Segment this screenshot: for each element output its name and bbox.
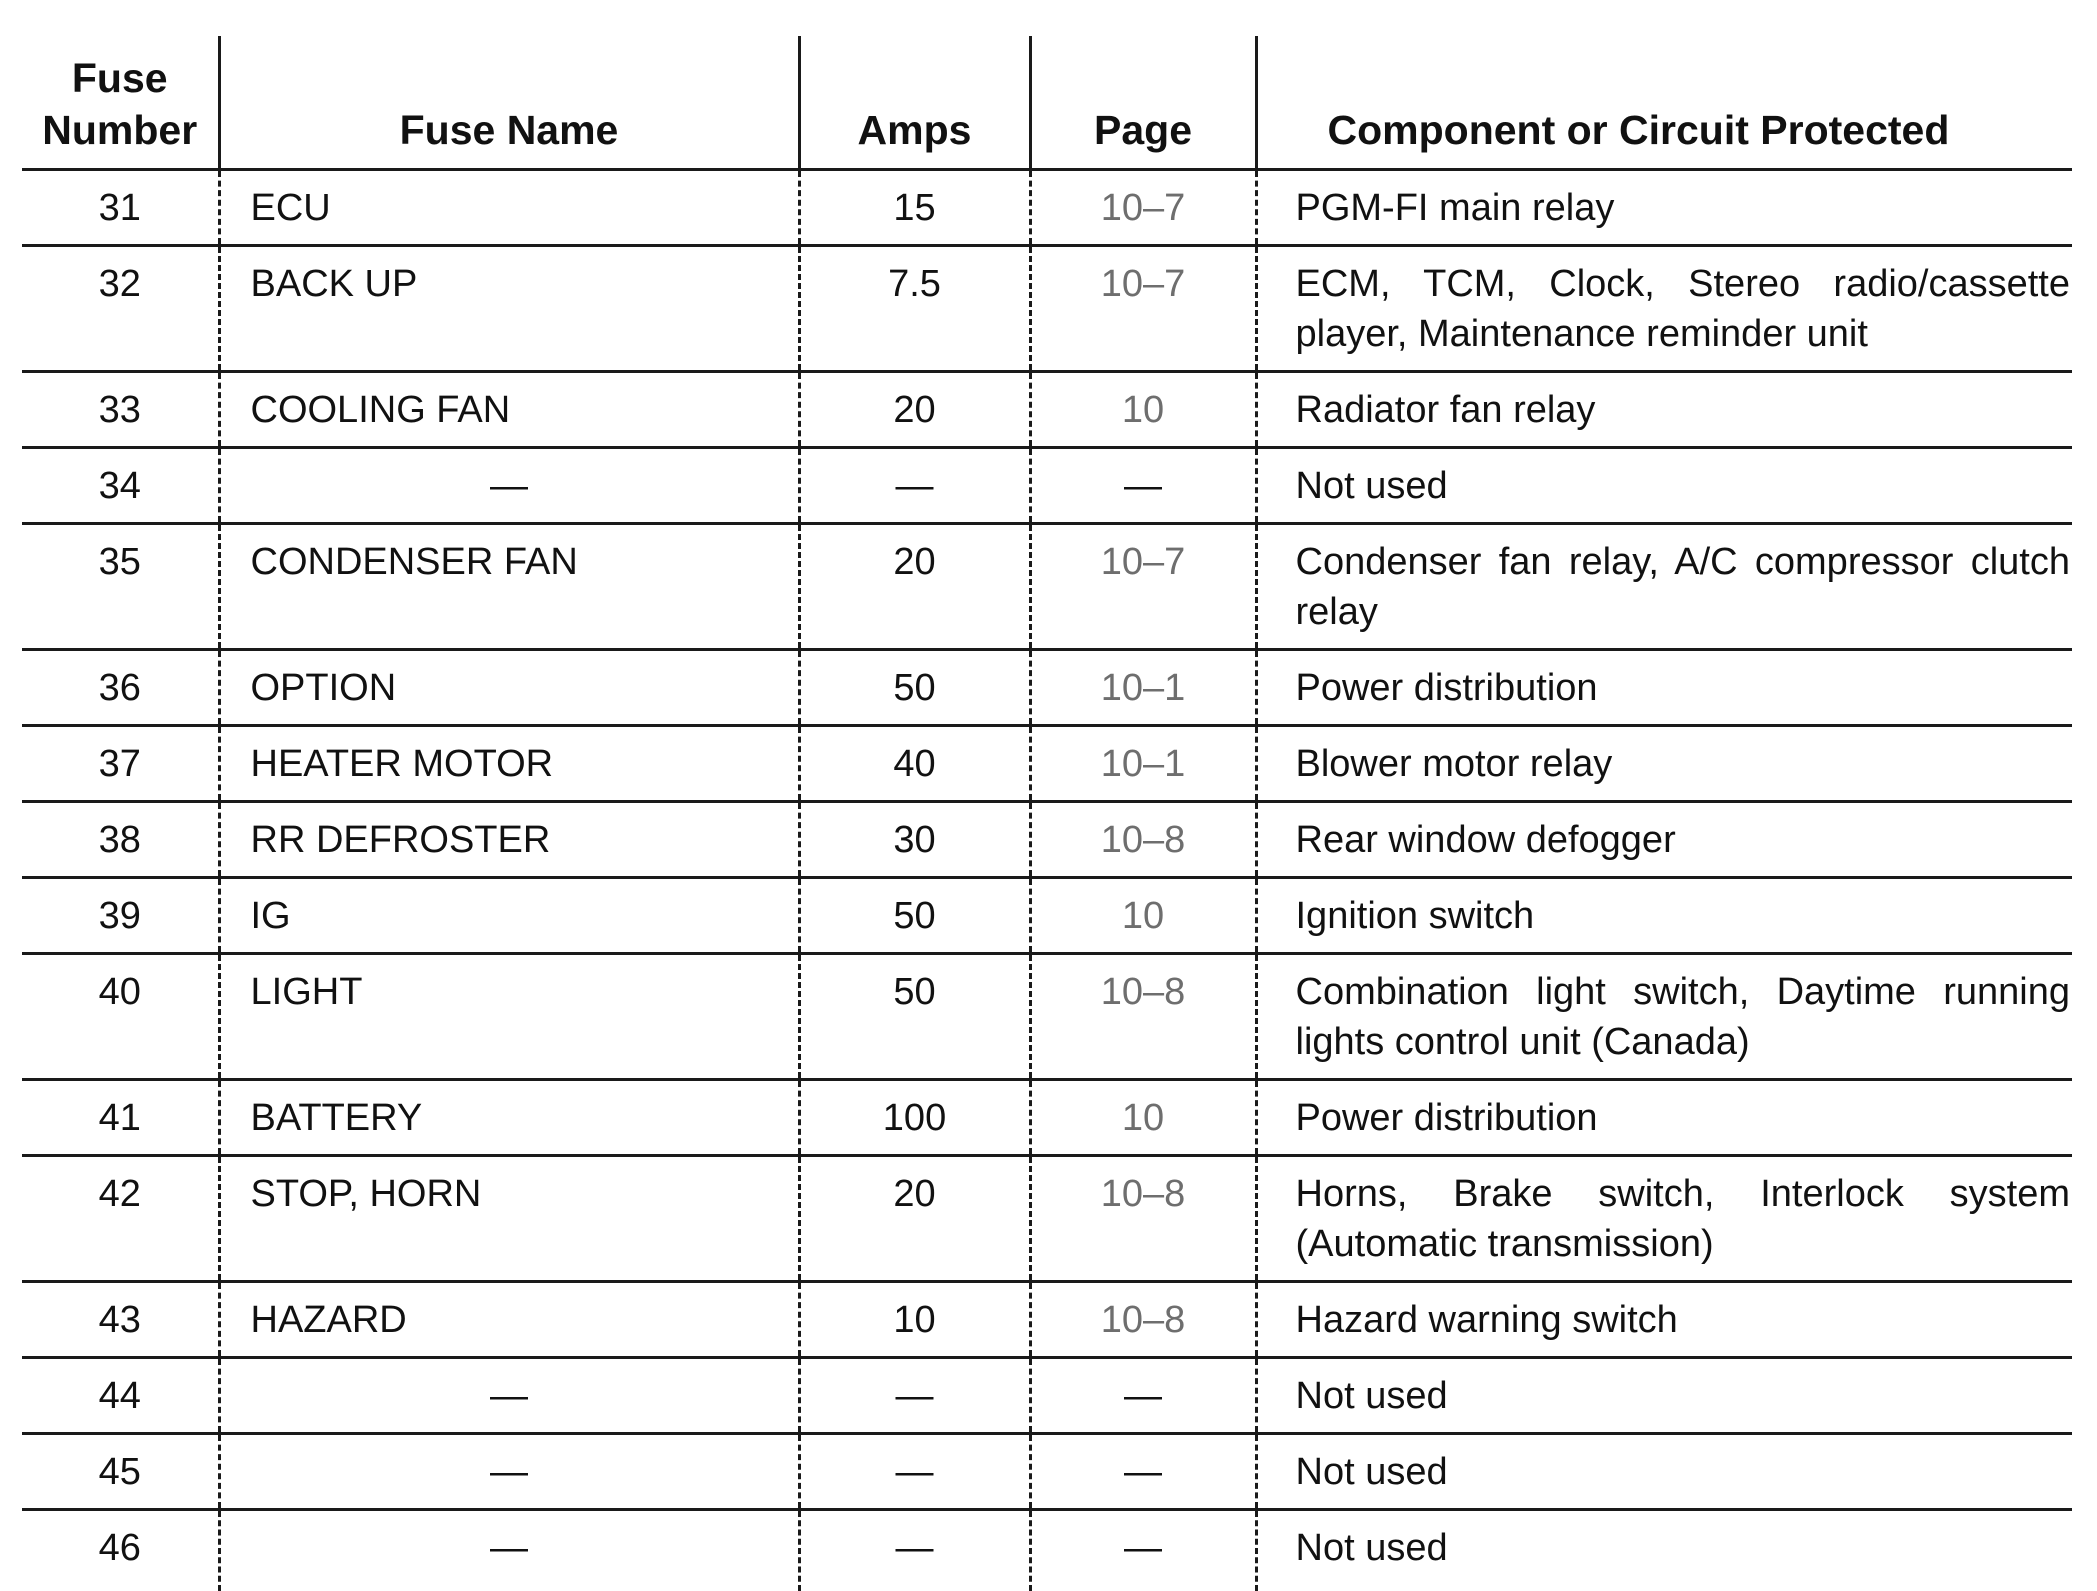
header-amps: Amps — [799, 36, 1030, 170]
fuse-number-cell: 46 — [22, 1510, 219, 1591]
table-header — [22, 36, 2072, 170]
amps-cell: 20 — [799, 524, 1030, 650]
component-cell: Horns, Brake switch, Interlock system (Automatic transmission) — [1256, 1156, 2072, 1282]
component-cell: ECM, TCM, Clock, Stereo radio/cassette player, Maintenance reminder unit — [1256, 246, 2072, 372]
fuse-number-cell: 37 — [22, 726, 219, 802]
page-cell: — — [1030, 1510, 1256, 1591]
table-row — [22, 1434, 2072, 1510]
header-fuse-number: Fuse Number — [22, 36, 219, 170]
fuse-number-cell: 39 — [22, 878, 219, 954]
fuse-number-cell: 32 — [22, 246, 219, 372]
table-row — [22, 802, 2072, 878]
fuse-name-cell: ECU — [219, 170, 799, 246]
amps-cell: 50 — [799, 650, 1030, 726]
fuse-name-cell: — — [219, 1358, 799, 1434]
amps-cell: 10 — [799, 1282, 1030, 1358]
amps-cell: 20 — [799, 372, 1030, 448]
fuse-number-cell: 42 — [22, 1156, 219, 1282]
page-cell: 10–7 — [1030, 246, 1256, 372]
fuse-name-cell: COOLING FAN — [219, 372, 799, 448]
component-cell: Combination light switch, Daytime running lights control unit (Canada) — [1256, 954, 2072, 1080]
page-cell: — — [1030, 448, 1256, 524]
component-cell: Condenser fan relay, A/C compressor clutch relay — [1256, 524, 2072, 650]
page-cell: — — [1030, 1434, 1256, 1510]
fuse-name-cell: IG — [219, 878, 799, 954]
amps-cell: — — [799, 448, 1030, 524]
table-row — [22, 1080, 2072, 1156]
component-cell: PGM-FI main relay — [1256, 170, 2072, 246]
header-component: Component or Circuit Protected — [1256, 36, 2072, 170]
table-row — [22, 954, 2072, 1080]
component-cell: Rear window defogger — [1256, 802, 2072, 878]
fuse-name-cell: LIGHT — [219, 954, 799, 1080]
fuse-number-cell: 34 — [22, 448, 219, 524]
component-cell: Ignition switch — [1256, 878, 2072, 954]
amps-cell: 100 — [799, 1080, 1030, 1156]
page-cell: 10–8 — [1030, 954, 1256, 1080]
amps-cell: 50 — [799, 954, 1030, 1080]
fuse-number-cell: 45 — [22, 1434, 219, 1510]
component-cell: Not used — [1256, 1510, 2072, 1591]
page-cell: 10–1 — [1030, 726, 1256, 802]
page-cell: 10 — [1030, 878, 1256, 954]
page-cell: 10–8 — [1030, 1156, 1256, 1282]
table-row — [22, 524, 2072, 650]
fuse-name-cell: — — [219, 448, 799, 524]
amps-cell: — — [799, 1510, 1030, 1591]
table-row — [22, 372, 2072, 448]
component-cell: Not used — [1256, 1434, 2072, 1510]
table-row — [22, 1282, 2072, 1358]
fuse-name-cell: — — [219, 1510, 799, 1591]
amps-cell: — — [799, 1434, 1030, 1510]
fuse-number-cell: 35 — [22, 524, 219, 650]
table-row — [22, 246, 2072, 372]
header-row — [22, 36, 2072, 170]
fuse-number-cell: 40 — [22, 954, 219, 1080]
component-cell: Radiator fan relay — [1256, 372, 2072, 448]
fuse-name-cell: OPTION — [219, 650, 799, 726]
fuse-number-cell: 36 — [22, 650, 219, 726]
fuse-name-cell: STOP, HORN — [219, 1156, 799, 1282]
fuse-number-cell: 31 — [22, 170, 219, 246]
component-cell: Power distribution — [1256, 1080, 2072, 1156]
amps-cell: 30 — [799, 802, 1030, 878]
component-cell: Blower motor relay — [1256, 726, 2072, 802]
page-cell: 10–7 — [1030, 170, 1256, 246]
page-cell: 10–8 — [1030, 1282, 1256, 1358]
page-cell: 10–8 — [1030, 802, 1256, 878]
component-cell: Hazard warning switch — [1256, 1282, 2072, 1358]
page-cell: 10 — [1030, 1080, 1256, 1156]
fuse-number-cell: 38 — [22, 802, 219, 878]
component-cell: Not used — [1256, 1358, 2072, 1434]
table-row — [22, 1358, 2072, 1434]
header-page: Page — [1030, 36, 1256, 170]
table-row — [22, 878, 2072, 954]
table-row — [22, 1156, 2072, 1282]
table-row — [22, 1510, 2072, 1591]
table-row — [22, 650, 2072, 726]
table-body — [22, 170, 2072, 1591]
table-row — [22, 170, 2072, 246]
component-cell: Not used — [1256, 448, 2072, 524]
fuse-name-cell: — — [219, 1434, 799, 1510]
fuse-table — [22, 36, 2072, 1591]
table-row — [22, 448, 2072, 524]
fuse-number-cell: 33 — [22, 372, 219, 448]
fuse-name-cell: HEATER MOTOR — [219, 726, 799, 802]
fuse-number-cell: 43 — [22, 1282, 219, 1358]
fuse-name-cell: RR DEFROSTER — [219, 802, 799, 878]
amps-cell: 40 — [799, 726, 1030, 802]
fuse-number-cell: 44 — [22, 1358, 219, 1434]
header-fuse-name: Fuse Name — [219, 36, 799, 170]
amps-cell: 7.5 — [799, 246, 1030, 372]
amps-cell: 15 — [799, 170, 1030, 246]
page-cell: 10–7 — [1030, 524, 1256, 650]
amps-cell: 20 — [799, 1156, 1030, 1282]
fuse-name-cell: CONDENSER FAN — [219, 524, 799, 650]
page-cell: 10 — [1030, 372, 1256, 448]
fuse-name-cell: BATTERY — [219, 1080, 799, 1156]
amps-cell: 50 — [799, 878, 1030, 954]
fuse-number-cell: 41 — [22, 1080, 219, 1156]
fuse-name-cell: BACK UP — [219, 246, 799, 372]
fuse-name-cell: HAZARD — [219, 1282, 799, 1358]
amps-cell: — — [799, 1358, 1030, 1434]
component-cell: Power distribution — [1256, 650, 2072, 726]
page-cell: — — [1030, 1358, 1256, 1434]
page-cell: 10–1 — [1030, 650, 1256, 726]
table-row — [22, 726, 2072, 802]
